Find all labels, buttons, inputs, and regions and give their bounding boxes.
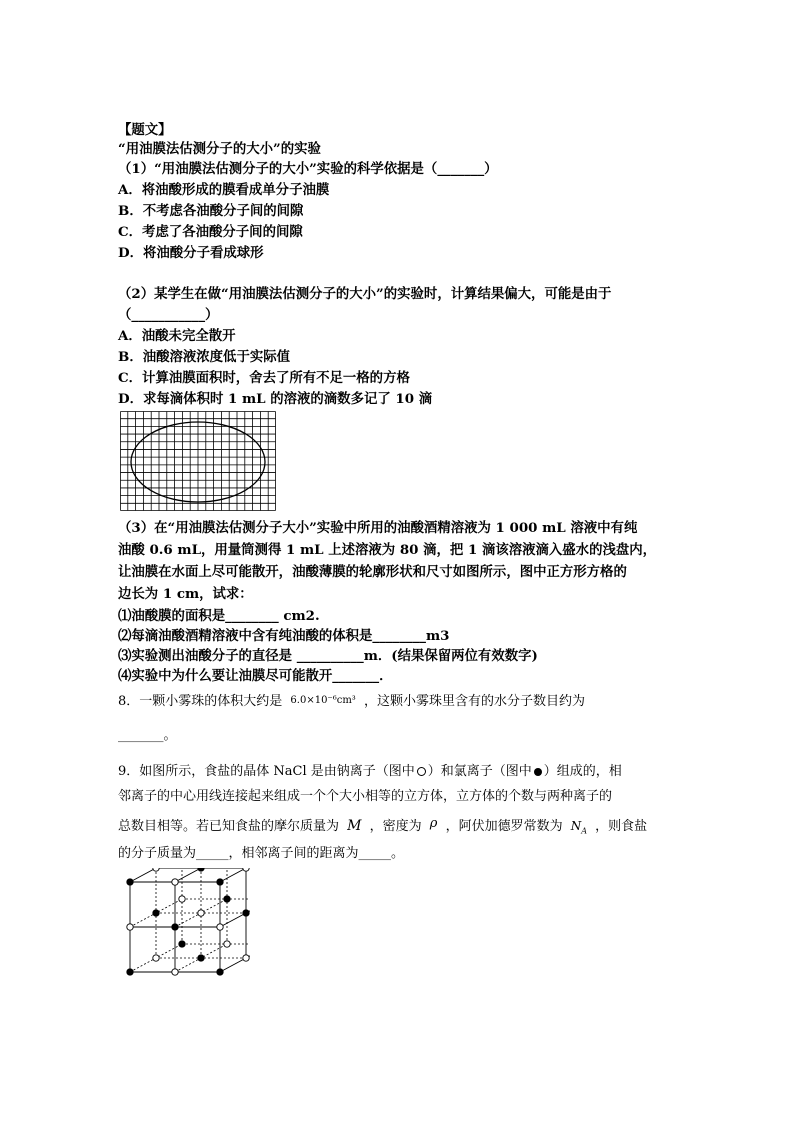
q2-stem-cont: （___________）: [118, 307, 219, 323]
q9-l3a: 总数目相等。若已知食盐的摩尔质量为: [118, 819, 340, 834]
chlorine-ion-icon: [127, 879, 133, 885]
q9-line-1: [118, 763, 622, 781]
chlorine-ion-icon: [534, 768, 542, 776]
chlorine-ion-icon: [153, 910, 159, 916]
chlorine-ion-icon: [217, 969, 223, 975]
q2-option-a: A．油酸未完全散开: [118, 328, 236, 344]
q2-stem: （2）某学生在做“用油膜法估测分子的大小”的实验时，计算结果偏大，可能是由于: [118, 286, 612, 302]
chlorine-ion-icon: [127, 969, 133, 975]
q3-line-3: 让油膜在水面上尽可能散开，油酸薄膜的轮廓形状和尺寸如图所示，图中正方形方格的: [118, 564, 627, 580]
symbol-avogadro-sub: A: [581, 826, 588, 836]
q1-stem: （1）“用油膜法估测分子的大小”实验的科学依据是（_______）: [118, 161, 498, 177]
q8-pre: 8．一颗小雾珠的体积大约是: [118, 694, 283, 709]
symbol-avogadro-n: N: [570, 819, 582, 833]
q9-l1a: 9．如图所示，食盐的晶体 NaCl 是由钠离子（图中: [118, 764, 415, 779]
q8-line-1: [118, 692, 585, 711]
q2-option-c: C．计算油膜面积时，舍去了所有不足一格的方格: [118, 370, 410, 386]
chlorine-ion-icon: [198, 868, 204, 871]
q8-blank: _______。: [118, 728, 177, 743]
sodium-ion-icon: [179, 896, 185, 902]
q9-line-2: 邻离子的中心用线连接起来组成一个个大小相等的立方体，立方体的个数与两种离子的: [118, 789, 613, 804]
q8-formula: 6.0×10⁻⁶cm³: [290, 695, 356, 706]
q3-sub-2: ⑵每滴油酸酒精溶液中含有纯油酸的体积是________m3: [118, 628, 450, 644]
q9-l1c: ）组成的，相: [543, 764, 622, 779]
q9-l1b: ）和氯离子（图中: [427, 764, 532, 779]
sodium-ion-icon: [243, 955, 249, 961]
chlorine-ion-icon: [217, 879, 223, 885]
q1-option-d: D．将油酸分子看成球形: [118, 245, 264, 261]
chlorine-ion-icon: [179, 941, 185, 947]
sodium-ion-icon: [217, 924, 223, 930]
q3-sub-4: ⑷实验中为什么要让油膜尽可能散开_______．: [118, 668, 393, 684]
sodium-ion-icon: [127, 924, 133, 930]
header-title: “用油膜法估测分子的大小”的实验: [118, 141, 321, 157]
q9-l3b: ，密度为: [369, 819, 422, 834]
q9-line-4: 的分子质量为_____，相邻离子间的距离为_____。: [118, 846, 405, 861]
sodium-ion-icon: [153, 955, 159, 961]
q3-line-1: （3）在“用油膜法估测分子大小”实验中所用的油酸酒精溶液为 1 000 mL 溶液中有纯: [118, 520, 638, 536]
q2-option-b: B．油酸溶液浓度低于实际值: [118, 349, 291, 365]
q1-option-c: C．考虑了各油酸分子间的间隙: [118, 224, 303, 240]
q8-post: ，这颗小雾珠里含有的水分子数目约为: [363, 694, 585, 709]
chlorine-ion-icon: [243, 910, 249, 916]
chlorine-ion-icon: [172, 924, 178, 930]
q2-option-d: D．求每滴体积时 1 mL 的溶液的滴数多记了 10 滴: [118, 391, 433, 407]
chlorine-ion-icon: [198, 955, 204, 961]
symbol-avogadro: [570, 819, 588, 836]
q9-l3c: ，阿伏加德罗常数为: [445, 819, 563, 834]
q1-option-a: A．将油酸形成的膜看成单分子油膜: [118, 182, 330, 198]
q1-option-b: B．不考虑各油酸分子间的间隙: [118, 203, 304, 219]
sodium-ion-icon: [172, 969, 178, 975]
header-tag: 【题文】: [118, 122, 172, 138]
sodium-ion-icon: [198, 910, 204, 916]
sodium-ion-icon: [417, 767, 426, 776]
q3-sub-1: ⑴油酸膜的面积是________ cm2.: [118, 608, 320, 624]
chlorine-ion-icon: [224, 896, 230, 902]
q3-line-2: 油酸 0.6 mL，用量筒测得 1 mL 上述溶液为 80 滴，把 1 滴该溶液滴入盛水的浅盘内，: [118, 542, 657, 558]
q3-line-4: 边长为 1 cm，试求：: [118, 586, 253, 602]
sodium-ion-icon: [153, 868, 159, 871]
q3-sub-3: ⑶实验测出油酸分子的直径是 __________m．(结果保留两位有效数字): [118, 648, 538, 664]
sodium-ion-icon: [224, 941, 230, 947]
sodium-ion-icon: [172, 879, 178, 885]
symbol-molar-mass: M: [347, 818, 362, 834]
oil-film-grid-figure: [120, 411, 276, 511]
symbol-density: ρ: [429, 816, 438, 831]
q9-l3d: ，则食盐: [595, 819, 648, 834]
q9-line-3: [118, 815, 647, 840]
sodium-ion-icon: [243, 868, 249, 871]
nacl-crystal-lattice-figure: [120, 868, 250, 990]
